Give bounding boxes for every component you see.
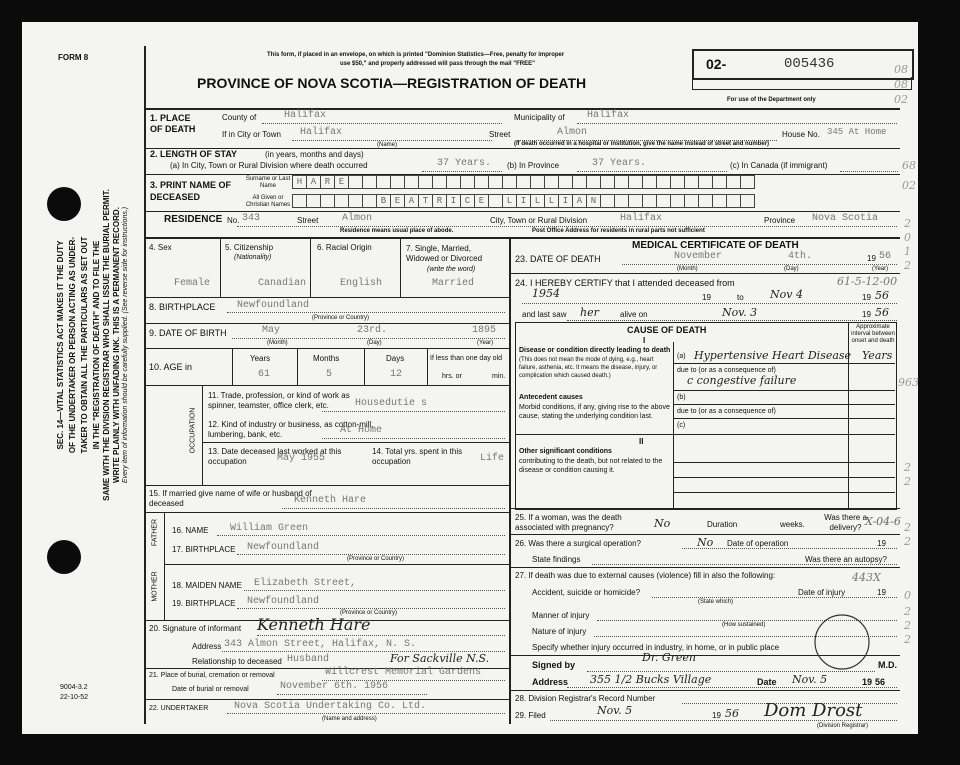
vl-age-3 bbox=[364, 348, 365, 385]
informant-address-label: Address bbox=[192, 642, 222, 651]
rule-8 bbox=[145, 348, 509, 349]
q29-year: 56 bbox=[725, 707, 739, 720]
age-less-label: If less than one day old bbox=[430, 355, 502, 362]
age-label: 10. AGE in bbox=[149, 362, 193, 372]
q23-label: 23. DATE OF DEATH bbox=[515, 254, 601, 264]
alive-year: 56 bbox=[875, 306, 889, 319]
dot-mother-birth bbox=[237, 608, 505, 609]
dot-q23 bbox=[622, 264, 897, 265]
residence-note-2: Post Office Address for residents in rural parts not sufficient bbox=[532, 228, 705, 234]
rule-19 bbox=[510, 534, 900, 535]
margin-codes: 08 08 02 bbox=[894, 63, 908, 106]
burial-place: Willcrest Memorial Gardens bbox=[325, 667, 482, 678]
delivery-note: X-04-6 bbox=[865, 515, 901, 528]
q24-note: 61-5-12-00 bbox=[837, 275, 898, 288]
stay-a-value: 37 Years. bbox=[437, 158, 492, 169]
residence-no: 343 bbox=[242, 213, 261, 224]
registration-number: 005436 bbox=[784, 56, 835, 72]
dot-birthplace bbox=[227, 312, 505, 313]
footer-code: 9004-3.2 bbox=[60, 684, 88, 691]
rule-22 bbox=[510, 690, 900, 691]
rule-cause-2 bbox=[673, 390, 895, 391]
q23-19: 19 bbox=[867, 254, 876, 263]
dob-day-cap: (Day) bbox=[367, 340, 382, 346]
last-worked-label: 13. Date deceased last worked at this occupation bbox=[208, 447, 342, 466]
house-label: House No. bbox=[782, 130, 820, 139]
interval-a: Years bbox=[862, 349, 893, 362]
footer-code-2: 22-10-52 bbox=[60, 694, 89, 701]
alive-19: 19 bbox=[862, 310, 871, 319]
undertaker-caption: (Name and address) bbox=[322, 716, 377, 722]
roman-i: I bbox=[643, 336, 646, 345]
duration-label: Duration bbox=[707, 520, 738, 529]
q24-from: 1954 bbox=[532, 287, 560, 300]
margin-note-15: 2 bbox=[904, 633, 911, 646]
industry-value: At Home bbox=[340, 425, 383, 436]
dot-q29 bbox=[550, 720, 897, 721]
cause-a: Hypertensive Heart Disease bbox=[694, 349, 852, 362]
stay-a-label: (a) In City, Town or Rural Division where death occurred bbox=[170, 161, 368, 170]
doctor-date: Nov. 5 bbox=[792, 673, 828, 686]
doctor-address-label: Address bbox=[532, 677, 569, 687]
dot-father-birth bbox=[237, 554, 505, 555]
rule-cause-8 bbox=[673, 492, 895, 493]
q26-label: 26. Was there a surgical operation? bbox=[515, 539, 641, 548]
surname-cells: H A R E bbox=[292, 175, 754, 189]
citizenship-sub: (Nationality) bbox=[234, 254, 272, 261]
age-months: 5 bbox=[326, 369, 333, 380]
registration-number-box bbox=[692, 49, 914, 80]
specify-label: Specify whether injury occurred in industry, in home, or in public place bbox=[532, 643, 780, 652]
autopsy-label: Was there an autopsy? bbox=[805, 555, 887, 564]
rule-20 bbox=[510, 567, 900, 568]
rule-9 bbox=[145, 385, 509, 386]
residence-province-label: Province bbox=[764, 216, 796, 225]
interval-label: Approximate interval between onset and death bbox=[851, 324, 895, 344]
name-label: 3. PRINT NAME OF DECEASED bbox=[150, 180, 232, 202]
q29-value: Nov. 5 bbox=[597, 704, 633, 717]
side-notice-line-5: SAME WITH THE DIVISION REGISTRAR WHO SHALL ISSUE THE BURIAL PERMIT. bbox=[102, 189, 111, 501]
delivery-label: Was there a delivery? bbox=[824, 513, 867, 532]
q29-label: 29. Filed bbox=[515, 711, 546, 720]
dot-father-name bbox=[217, 535, 505, 536]
cause-title: CAUSE OF DEATH bbox=[627, 325, 707, 335]
rule-4 bbox=[145, 211, 900, 212]
dob-year-cap: (Year) bbox=[477, 340, 494, 346]
wife-value: Kenneth Hare bbox=[294, 495, 367, 506]
department-box bbox=[692, 77, 912, 90]
stay-label: 2. LENGTH OF STAY bbox=[150, 149, 238, 159]
age-years-label: Years bbox=[250, 354, 271, 363]
margin-note-6: 2 bbox=[904, 259, 911, 272]
given-label: All Given or Christian Names bbox=[245, 195, 291, 208]
burial-place-label: 21. Place of burial, cremation or removal bbox=[149, 672, 275, 679]
rule-17 bbox=[510, 273, 900, 274]
q23-month-cap: (Month) bbox=[677, 266, 698, 272]
signed-label: Signed by bbox=[532, 660, 576, 670]
rule-5 bbox=[145, 237, 900, 239]
relationship-label: Relationship to deceased bbox=[192, 657, 282, 666]
rule-cause-7 bbox=[673, 477, 895, 478]
sex-value: Female bbox=[174, 278, 211, 289]
doctor-date-19: 19 bbox=[862, 677, 873, 687]
q23-year-cap: (Year) bbox=[872, 266, 889, 272]
dot-stay-c bbox=[840, 171, 898, 172]
marital-sub: (write the word) bbox=[427, 266, 476, 273]
doctor-address: 355 1/2 Bucks Village bbox=[590, 673, 712, 686]
dot-informant-sig bbox=[257, 635, 505, 636]
q24-19: 19 bbox=[702, 293, 711, 302]
due-b: (b) bbox=[677, 394, 686, 401]
dot-residence bbox=[237, 226, 897, 227]
injury-date-label: Date of injury bbox=[798, 588, 846, 597]
marital-label: 7. Single, Married, Widowed or Divorced bbox=[406, 244, 483, 263]
side-notice-line-3: TAKER TO OBTAIN ALL THE PARTICULARS AS SET OUT bbox=[80, 236, 89, 454]
dob-day: 23rd. bbox=[357, 325, 388, 336]
occupation-side-label: OCCUPATION bbox=[189, 407, 197, 454]
informant-address: 343 Almon Street, Halifax, N. S. bbox=[224, 639, 417, 650]
stay-b-label: (b) In Province bbox=[507, 161, 560, 170]
dob-label: 9. DATE OF BIRTH bbox=[149, 328, 227, 338]
residence-city-label: City, Town or Rural Division bbox=[490, 216, 588, 225]
dot-undertaker bbox=[227, 713, 505, 714]
md-label: M.D. bbox=[878, 660, 897, 670]
street-value: Almon bbox=[557, 127, 588, 138]
age-years: 61 bbox=[258, 369, 271, 380]
q23-day: 4th. bbox=[788, 251, 813, 262]
q25-label: 25. If a woman, was the death associated with pregnancy? bbox=[515, 513, 622, 532]
dot-q24 bbox=[522, 303, 897, 304]
registration-prefix: 02- bbox=[706, 56, 727, 72]
last-saw-who: her bbox=[580, 306, 599, 319]
q23-month: November bbox=[674, 251, 723, 262]
mother-birth-label: 19. BIRTHPLACE bbox=[172, 599, 236, 608]
stay-c-label: (c) In Canada (if immigrant) bbox=[730, 161, 828, 170]
how-sustained: (How sustained) bbox=[722, 622, 766, 628]
age-days: 12 bbox=[390, 369, 403, 380]
dot-burial-date bbox=[277, 694, 427, 695]
vl-6 bbox=[400, 237, 401, 297]
nature-label: Nature of injury bbox=[532, 627, 587, 636]
birthplace-label: 8. BIRTHPLACE bbox=[149, 302, 216, 312]
margin-note-3: 2 bbox=[904, 217, 911, 230]
father-birthplace: Newfoundland bbox=[247, 542, 320, 553]
age-hrs-label: hrs. or bbox=[442, 373, 462, 380]
marital-value: Married bbox=[432, 278, 475, 289]
side-notice-line-4: IN THE "REGISTRATION OF DEATH" AND TO FILE THE bbox=[92, 240, 101, 450]
q27-note: 443X bbox=[852, 571, 881, 584]
rule-cause-5 bbox=[515, 434, 895, 435]
dot-stay-a bbox=[422, 171, 502, 172]
racial-label: 6. Racial Origin bbox=[317, 243, 372, 252]
antecedent-label: Antecedent causes bbox=[519, 394, 583, 401]
dot-wife bbox=[282, 508, 505, 509]
manner-label: Manner of injury bbox=[532, 611, 590, 620]
years-spent-value: Life bbox=[480, 453, 505, 464]
q23-day-cap: (Day) bbox=[784, 266, 799, 272]
op-date-label: Date of operation bbox=[727, 539, 789, 548]
age-min-label: min. bbox=[492, 373, 506, 380]
house-value: 345 At Home bbox=[827, 127, 887, 137]
form-number: FORM 8 bbox=[58, 53, 89, 62]
stamp-circle bbox=[812, 612, 872, 672]
envelope-note-2: use $50," and properly addressed will pass through the mail "FREE" bbox=[340, 61, 535, 67]
state-which: (State which) bbox=[698, 599, 734, 605]
q25-value: No bbox=[654, 517, 671, 530]
vl-age-4 bbox=[427, 348, 428, 385]
roman-ii: II bbox=[639, 437, 644, 446]
q24-to-label: to bbox=[737, 293, 744, 302]
father-name: William Green bbox=[230, 523, 309, 534]
residence-no-label: No. bbox=[227, 216, 240, 225]
municipality-label: Municipality of bbox=[514, 113, 565, 122]
dob-year: 1895 bbox=[472, 325, 497, 336]
alive-on: Nov. 3 bbox=[722, 306, 758, 319]
disease-label: Disease or condition directly leading to death bbox=[519, 347, 671, 354]
margin-note-13: 2 bbox=[904, 605, 911, 618]
father-name-label: 16. NAME bbox=[172, 526, 209, 535]
last-saw-label: and last saw bbox=[522, 310, 567, 319]
q27-label: 27. If death was due to external causes (violence) fill in also the following: bbox=[515, 571, 776, 580]
rule-7 bbox=[145, 323, 509, 324]
other-label: Other significant conditions bbox=[519, 448, 612, 455]
due-text-2: due to (or as a consequence of) bbox=[677, 408, 776, 415]
undertaker-label: 22. UNDERTAKER bbox=[149, 705, 209, 712]
age-days-label: Days bbox=[386, 354, 405, 363]
margin-note-4: 0 bbox=[904, 231, 911, 244]
dot-stay-b bbox=[577, 171, 727, 172]
residence-street: Almon bbox=[342, 213, 373, 224]
q23-year: 56 bbox=[879, 251, 892, 262]
margin-note-10: 2 bbox=[904, 521, 911, 534]
dot-county bbox=[262, 123, 502, 124]
form-title: PROVINCE OF NOVA SCOTIA—REGISTRATION OF DEATH bbox=[197, 75, 587, 91]
rule-10 bbox=[202, 442, 509, 443]
years-spent-label: 14. Total yrs. spent in this occupation bbox=[372, 447, 463, 466]
margin-note-14: 2 bbox=[904, 619, 911, 632]
residence-label: RESIDENCE bbox=[164, 214, 223, 225]
rule-cause-3 bbox=[673, 404, 895, 405]
op-19: 19 bbox=[877, 539, 886, 548]
birthplace-value: Newfoundland bbox=[237, 300, 310, 311]
rule-12 bbox=[145, 512, 509, 513]
disease-sub: (This does not mean the mode of dying, e.g., heart failure, asthenia, etc. It means the disease, injury, or complication which caused death.) bbox=[519, 357, 658, 379]
q24-year: 56 bbox=[875, 289, 889, 302]
mother-side-label: MOTHER bbox=[151, 571, 159, 602]
dob-month-cap: (Month) bbox=[267, 340, 288, 346]
city-label: If in City or Town bbox=[222, 130, 281, 139]
margin-note-1: 68 bbox=[902, 159, 916, 172]
citizenship-label: 5. Citizenship bbox=[225, 243, 274, 252]
informant-signature: Kenneth Hare bbox=[257, 615, 371, 634]
side-notice-line-7: Every item of information should be carefully supplied. (See reverse side for instructions.) bbox=[122, 206, 129, 484]
father-prov-caption: (Province or Country) bbox=[347, 556, 405, 562]
dot-mother-name bbox=[244, 590, 505, 591]
place-label: 1. PLACE OF DEATH bbox=[150, 113, 196, 134]
dot-doctor-address bbox=[567, 687, 897, 688]
vl-occupation bbox=[202, 385, 203, 485]
industry-label: 12. Kind of industry or business, as cotton-mill, lumbering, bank, etc. bbox=[208, 420, 374, 439]
dot-trade bbox=[322, 411, 505, 412]
county-value: Halifax bbox=[284, 110, 327, 121]
vl-4 bbox=[220, 237, 221, 297]
dot-accident bbox=[652, 597, 897, 598]
dot-industry bbox=[322, 438, 505, 439]
dot-municipality bbox=[577, 123, 897, 124]
injury-19: 19 bbox=[877, 588, 886, 597]
mother-maiden-name: Elizabeth Street, bbox=[254, 578, 357, 589]
relationship-value: Husband bbox=[287, 654, 330, 665]
street-label: Street bbox=[489, 130, 511, 139]
rule-16 bbox=[145, 699, 509, 700]
signed-value: Dr. Green bbox=[642, 651, 697, 664]
citizenship-value: Canadian bbox=[258, 278, 307, 289]
medical-title: MEDICAL CERTIFICATE OF DEATH bbox=[632, 240, 799, 251]
margin-note-7: 963 bbox=[898, 376, 919, 389]
side-notice-line-1: SEC. 14—VITAL STATISTICS ACT MAKES IT THE DUTY bbox=[56, 240, 65, 450]
burial-date: November 6th. 1956 bbox=[280, 681, 389, 692]
dot-dob bbox=[232, 338, 505, 339]
due-c: (c) bbox=[677, 422, 686, 429]
vl-cause bbox=[673, 342, 674, 508]
rule-6 bbox=[145, 297, 509, 298]
envelope-note-1: This form, if placed in an envelope, on which is printed "Dominion Statistics—Free, penalty for improper bbox=[267, 52, 565, 58]
rule-cause-1 bbox=[673, 363, 895, 364]
rule-18 bbox=[510, 508, 900, 509]
father-side-label: FATHER bbox=[151, 518, 159, 547]
other-sub: contributing to the death, but not related to the disease or condition causing it. bbox=[519, 458, 663, 474]
rule-cause-4 bbox=[673, 418, 895, 419]
undertaker-value: Nova Scotia Undertaking Co. Ltd. bbox=[234, 701, 427, 712]
registrar-caption: (Division Registrar) bbox=[817, 723, 869, 729]
stay-b-value: 37 Years. bbox=[592, 158, 647, 169]
birthplace-caption: (Province or Country) bbox=[312, 315, 370, 321]
name-caption: (Name) bbox=[377, 142, 398, 148]
residence-province: Nova Scotia bbox=[812, 213, 879, 224]
q24-label: 24. I HEREBY CERTIFY that I attended deceased from bbox=[515, 278, 735, 288]
due-a: (a) bbox=[677, 353, 686, 360]
cause-c-hand: c congestive failure bbox=[687, 374, 797, 387]
vl-age-2 bbox=[297, 348, 298, 385]
vl-parents bbox=[164, 512, 165, 620]
department-use-note: For use of the Department only bbox=[727, 97, 816, 103]
rule-13 bbox=[164, 564, 509, 565]
residence-note: Residence means usual place of abode. bbox=[340, 228, 454, 234]
age-months-label: Months bbox=[313, 354, 340, 363]
margin-note-8: 2 bbox=[904, 461, 911, 474]
margin-note-12: 0 bbox=[904, 589, 911, 602]
wife-label: 15. If married give name of wife or husband of deceased bbox=[149, 489, 312, 508]
informant-sig-label: 20. Signature of informant bbox=[149, 624, 242, 633]
rule-cause-6 bbox=[673, 462, 895, 463]
residence-street-label: Street bbox=[297, 216, 319, 225]
side-notice-line-2: OF THE UNDERTAKER OR PERSON ACTING AS UNDER- bbox=[68, 236, 77, 454]
dot-city bbox=[292, 140, 492, 141]
trade-label: 11. Trade, profession, or kind of work as spinner, teamster, office clerk, etc. bbox=[208, 391, 350, 410]
trade-value: Housedutie s bbox=[355, 398, 428, 409]
due-text-1: due to (or as a consequence of) bbox=[677, 367, 776, 374]
sex-label: 4. Sex bbox=[149, 243, 172, 252]
dot-findings bbox=[592, 564, 897, 565]
burial-date-label: Date of burial or removal bbox=[172, 686, 249, 693]
rule-11 bbox=[145, 485, 509, 486]
margin-note-11: 2 bbox=[904, 535, 911, 548]
dot-q26 bbox=[682, 548, 897, 549]
city-value: Halifax bbox=[300, 127, 343, 138]
surname-label: Surname or Last Name bbox=[245, 176, 291, 189]
q29-19: 19 bbox=[712, 711, 721, 720]
doctor-date-year: 56 bbox=[875, 677, 886, 687]
vl-5 bbox=[310, 237, 311, 297]
q28-label: 28. Division Registrar's Record Number bbox=[515, 694, 656, 703]
accident-label: Accident, suicide or homicide? bbox=[532, 588, 641, 597]
racial-value: English bbox=[340, 278, 383, 289]
margin-note-5: 1 bbox=[904, 245, 911, 258]
side-notice-line-6: WRITE PLAINLY WITH UNFADING INK. THIS IS A PERMANENT RECORD. bbox=[112, 207, 121, 483]
registrar-signature: Dom Drost bbox=[764, 700, 863, 721]
hospital-note: (If death occurred in a hospital or institution, give the name instead of street and number) bbox=[514, 141, 770, 147]
q24-to: Nov 4 bbox=[770, 288, 803, 301]
q26-value: No bbox=[697, 536, 714, 549]
mother-birthplace: Newfoundland bbox=[247, 596, 320, 607]
dob-month: May bbox=[262, 325, 281, 336]
given-cells: B E A T R I C E L I L L I A N bbox=[292, 194, 754, 208]
dot-last-saw bbox=[567, 320, 897, 321]
father-birth-label: 17. BIRTHPLACE bbox=[172, 545, 236, 554]
vl-age-1 bbox=[232, 348, 233, 385]
county-label: County of bbox=[222, 113, 257, 122]
margin-note-9: 2 bbox=[904, 475, 911, 488]
rule-1 bbox=[145, 108, 900, 110]
rule-2 bbox=[145, 148, 900, 149]
weeks-label: weeks. bbox=[780, 520, 805, 529]
stay-sub: (in years, months and days) bbox=[265, 150, 364, 159]
relationship-note: For Sackville N.S. bbox=[390, 652, 490, 665]
margin-note-2: 02 bbox=[902, 179, 916, 192]
center-divider bbox=[509, 237, 511, 724]
last-worked-value: May 1955 bbox=[277, 453, 326, 464]
antecedent-sub: Morbid conditions, if any, giving rise to the above cause, stating the underlying condition last. bbox=[519, 404, 670, 420]
municipality-value: Halifax bbox=[587, 110, 630, 121]
mother-prov-caption: (Province or Country) bbox=[340, 610, 398, 616]
doctor-date-label: Date bbox=[757, 677, 777, 687]
q24-year-19: 19 bbox=[862, 293, 871, 302]
mother-name-label: 18. MAIDEN NAME bbox=[172, 581, 242, 590]
alive-label: alive on bbox=[620, 310, 648, 319]
state-findings: State findings bbox=[532, 555, 581, 564]
death-registration-form bbox=[22, 22, 918, 734]
residence-city: Halifax bbox=[620, 213, 663, 224]
